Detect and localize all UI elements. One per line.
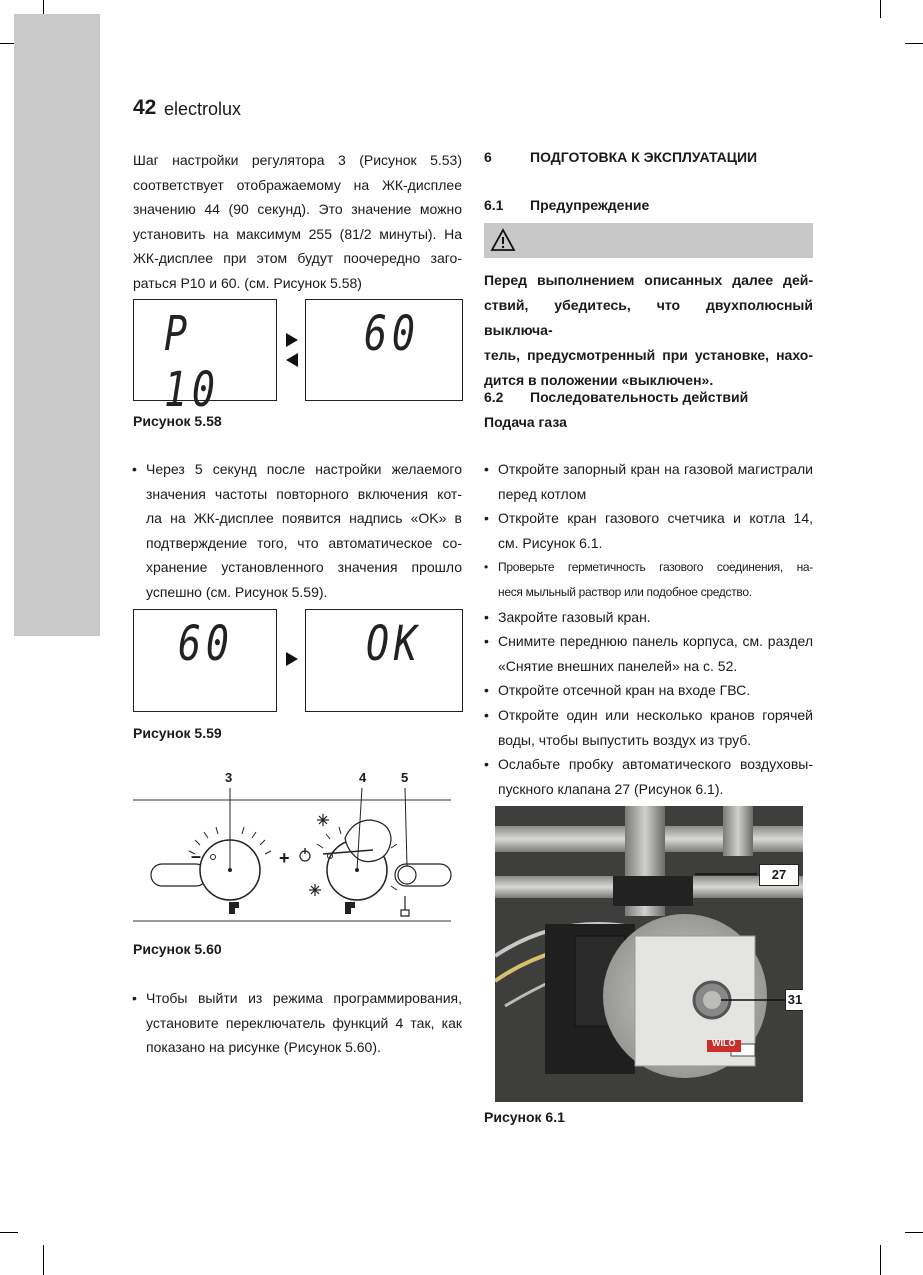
text-line: Откройте запорный кран на газовой магистрали	[498, 461, 813, 477]
text-line: успешно (см. Рисунок 5.59).	[146, 583, 328, 600]
bullet-item	[132, 457, 462, 605]
text-line: тель, предусмотренный при установке, нахо-	[484, 347, 813, 363]
minus-label: –	[191, 846, 202, 866]
text-line: значения частоты повторного включения кот-	[146, 485, 462, 502]
list-item	[484, 629, 813, 678]
text-line: Шаг настройки регулятора 3 (Рисунок 5.53)	[133, 152, 462, 168]
text-line: перед котлом	[498, 485, 587, 502]
section-title: Предупреждение	[530, 197, 650, 213]
intro-paragraph	[133, 148, 462, 296]
bullet-icon: •	[484, 633, 489, 650]
text-line: установить на максимум 255 (81/2 минуты). На	[133, 225, 462, 242]
pump-brand: WILO	[712, 1038, 736, 1048]
lcd-display-left	[133, 609, 277, 712]
text-line: воды, чтобы выпустить воздух из труб.	[498, 731, 752, 748]
arrow-left-icon	[286, 353, 298, 367]
lcd-value: OK	[366, 616, 422, 672]
arrow-right-icon	[286, 652, 298, 666]
text-line: хранение установленного значения прошло	[146, 559, 462, 576]
crop-mark	[880, 1245, 881, 1275]
callout-label-4: 4	[359, 770, 367, 785]
callout-label-5: 5	[401, 770, 409, 785]
text-line: подтверждение того, что автоматическое со-	[146, 534, 462, 551]
control-panel-diagram	[133, 768, 453, 928]
text-line: ла на ЖК-дисплее появится надпись «OK» в	[146, 510, 462, 527]
bullet-icon: •	[484, 706, 489, 723]
text-line: Откройте отсечной кран на входе ГВС.	[498, 682, 751, 699]
text-line: Закройте газовый кран.	[498, 608, 651, 625]
section-number: 6.1	[484, 197, 504, 213]
section-title: Последовательность действий	[530, 389, 749, 405]
bullet-icon: •	[484, 461, 489, 477]
text-line: показано на рисунке (Рисунок 5.60).	[146, 1039, 381, 1056]
warning-icon	[490, 228, 516, 252]
text-line: значению 44 (90 секунд). Это значение можно	[133, 201, 462, 218]
brand-name: electrolux	[164, 99, 242, 119]
crop-mark	[905, 43, 923, 44]
text-line: Через 5 секунд после настройки желаемого	[146, 461, 462, 477]
lcd-value: P 10	[164, 306, 220, 418]
text-line: ствий, убедитесь, что двухполюсный выключа-	[484, 297, 813, 338]
callout-label-3: 3	[225, 770, 233, 785]
text-line: ЖК-дисплее при этом будут поочередно заго-	[133, 250, 462, 267]
arrow-right-icon	[286, 333, 298, 347]
text-line: Проверьте герметичность газового соединения, на-	[498, 560, 813, 575]
bullet-icon: •	[132, 990, 137, 1006]
bullet-item	[132, 986, 462, 1060]
bullet-icon: •	[484, 608, 489, 625]
crop-mark	[905, 1232, 923, 1233]
callout-label-27: 27	[759, 864, 799, 886]
text-line: Откройте один или несколько кранов горячей	[498, 706, 813, 723]
text-line: раться P10 и 60. (см. Рисунок 5.58)	[133, 274, 362, 291]
text-line: соответствует отображаемому на ЖК-дисплее	[133, 176, 462, 193]
bullet-icon: •	[484, 510, 489, 527]
crop-mark	[880, 0, 881, 18]
lcd-display-right	[305, 299, 463, 401]
section-title: ПОДГОТОВКА К ЭКСПЛУАТАЦИИ	[530, 149, 758, 165]
warning-text	[484, 268, 813, 393]
text-line: Чтобы выйти из режима программирования,	[146, 990, 462, 1006]
bullet-icon: •	[484, 756, 489, 773]
list-item	[484, 703, 813, 752]
crop-mark	[43, 1245, 44, 1275]
subsection-title: Подача газа	[484, 414, 567, 430]
section-number: 6.2	[484, 389, 504, 405]
lcd-display-left	[133, 299, 277, 418]
figure-caption: Рисунок 5.59	[133, 725, 222, 741]
callout-label-31: 31	[785, 989, 803, 1011]
bullet-icon: •	[132, 461, 137, 477]
crop-mark	[0, 1232, 18, 1233]
figure-caption: Рисунок 5.60	[133, 941, 222, 957]
list-item	[484, 605, 813, 630]
section-number: 6	[484, 149, 492, 165]
text-line: неся мыльный раствор или подобное средство.	[498, 584, 752, 599]
lcd-value: 60	[178, 616, 234, 672]
warning-bar	[484, 223, 813, 258]
text-line: Откройте кран газового счетчика и котла 14,	[498, 510, 813, 527]
text-line: пускного клапана 27 (Рисунок 6.1).	[498, 780, 724, 797]
list-item	[484, 752, 813, 801]
text-line: установите переключатель функций 4 так, как	[146, 1014, 462, 1031]
list-item	[484, 678, 813, 703]
lcd-value: 60	[364, 306, 420, 362]
lcd-display-right	[305, 609, 463, 712]
plus-label: +	[279, 848, 290, 868]
list-item	[484, 506, 813, 555]
bullet-icon: •	[484, 682, 489, 699]
text-line: «Снятие внешних панелей» на с. 52.	[498, 657, 738, 674]
figure-caption: Рисунок 5.58	[133, 413, 222, 429]
bullet-icon: •	[484, 560, 488, 575]
text-line: Перед выполнением описанных далее дей-	[484, 272, 813, 288]
figure-caption: Рисунок 6.1	[484, 1109, 565, 1125]
text-line: Ослабьте пробку автоматического воздуховы-	[498, 756, 813, 773]
text-line: см. Рисунок 6.1.	[498, 534, 603, 551]
text-line: Снимите переднюю панель корпуса, см. раздел	[498, 633, 813, 650]
list-item	[484, 555, 813, 604]
steps-list	[484, 457, 813, 801]
text-line: дится в положении «выключен».	[484, 372, 714, 388]
chapter-tab	[14, 14, 100, 636]
list-item	[484, 457, 813, 506]
page-number: 42	[133, 96, 157, 119]
pump-photo	[495, 806, 803, 1102]
